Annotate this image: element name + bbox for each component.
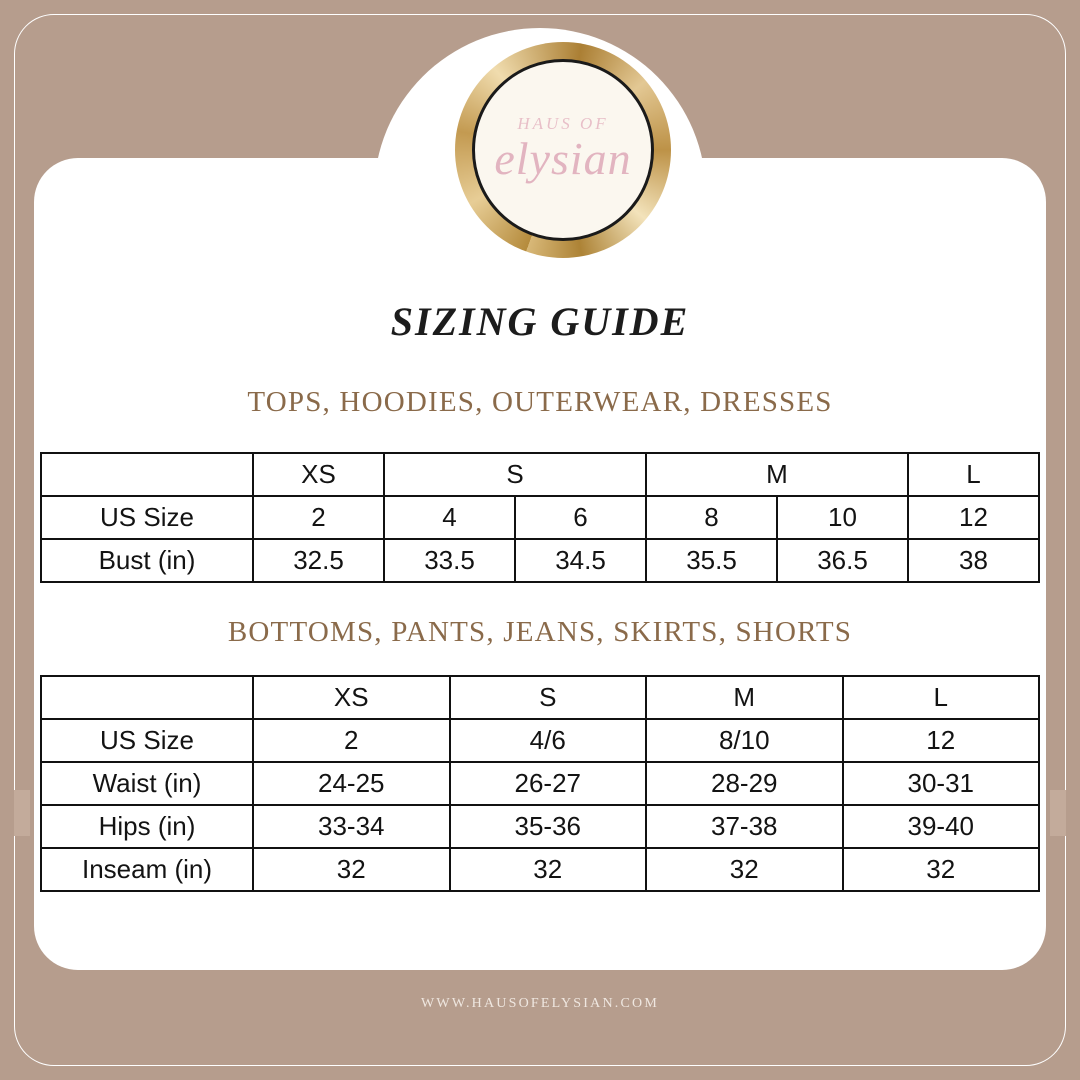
table-cell: 12 bbox=[843, 719, 1040, 762]
table-row bbox=[41, 539, 1039, 582]
table-cell: 36.5 bbox=[777, 539, 908, 582]
bottoms-sizing-table bbox=[40, 675, 1040, 892]
logo-text-block bbox=[455, 114, 671, 182]
row-label: Bust (in) bbox=[41, 539, 253, 582]
table-cell: 12 bbox=[908, 496, 1039, 539]
table-cell: 33-34 bbox=[253, 805, 450, 848]
brand-logo bbox=[455, 42, 671, 258]
table-cell: 34.5 bbox=[515, 539, 646, 582]
table-row-header bbox=[41, 453, 1039, 496]
table-cell: 8 bbox=[646, 496, 777, 539]
frame-notch-right bbox=[1050, 790, 1066, 836]
logo-main-text: elysian bbox=[494, 133, 632, 184]
table-cell: 28-29 bbox=[646, 762, 843, 805]
corner-cell bbox=[41, 453, 253, 496]
table-row bbox=[41, 805, 1039, 848]
row-label: Waist (in) bbox=[41, 762, 253, 805]
table-cell: 37-38 bbox=[646, 805, 843, 848]
size-header-m: M bbox=[646, 453, 908, 496]
section-heading-tops: TOPS, HOODIES, OUTERWEAR, DRESSES bbox=[247, 386, 833, 418]
table-cell: 2 bbox=[253, 496, 384, 539]
table-cell: 39-40 bbox=[843, 805, 1040, 848]
table-cell: 32.5 bbox=[253, 539, 384, 582]
table-cell: 32 bbox=[646, 848, 843, 891]
table-cell: 2 bbox=[253, 719, 450, 762]
row-label: US Size bbox=[41, 496, 253, 539]
size-header-l: L bbox=[843, 676, 1040, 719]
size-header-s: S bbox=[384, 453, 646, 496]
table-cell: 32 bbox=[843, 848, 1040, 891]
table-row bbox=[41, 496, 1039, 539]
corner-cell bbox=[41, 676, 253, 719]
page-title: SIZING GUIDE bbox=[390, 299, 690, 344]
table-cell: 35.5 bbox=[646, 539, 777, 582]
size-header-xs: XS bbox=[253, 676, 450, 719]
table-cell: 4 bbox=[384, 496, 515, 539]
row-label: Hips (in) bbox=[41, 805, 253, 848]
table-cell: 6 bbox=[515, 496, 646, 539]
table-cell: 38 bbox=[908, 539, 1039, 582]
frame-notch-left bbox=[14, 790, 30, 836]
table-cell: 24-25 bbox=[253, 762, 450, 805]
table-cell: 35-36 bbox=[450, 805, 647, 848]
footer-website: WWW.HAUSOFELYSIAN.COM bbox=[421, 996, 659, 1011]
table-cell: 33.5 bbox=[384, 539, 515, 582]
table-row bbox=[41, 762, 1039, 805]
size-header-s: S bbox=[450, 676, 647, 719]
table-cell: 8/10 bbox=[646, 719, 843, 762]
table-row bbox=[41, 848, 1039, 891]
table-cell: 26-27 bbox=[450, 762, 647, 805]
table-cell: 10 bbox=[777, 496, 908, 539]
table-cell: 32 bbox=[450, 848, 647, 891]
logo-top-text: HAUS OF bbox=[517, 114, 609, 133]
table-cell: 30-31 bbox=[843, 762, 1040, 805]
section-heading-bottoms: BOTTOMS, PANTS, JEANS, SKIRTS, SHORTS bbox=[227, 616, 853, 648]
row-label: US Size bbox=[41, 719, 253, 762]
table-row bbox=[41, 719, 1039, 762]
row-label: Inseam (in) bbox=[41, 848, 253, 891]
size-header-l: L bbox=[908, 453, 1039, 496]
size-header-m: M bbox=[646, 676, 843, 719]
table-cell: 4/6 bbox=[450, 719, 647, 762]
tops-sizing-table bbox=[40, 452, 1040, 583]
size-header-xs: XS bbox=[253, 453, 384, 496]
table-row-header bbox=[41, 676, 1039, 719]
table-cell: 32 bbox=[253, 848, 450, 891]
